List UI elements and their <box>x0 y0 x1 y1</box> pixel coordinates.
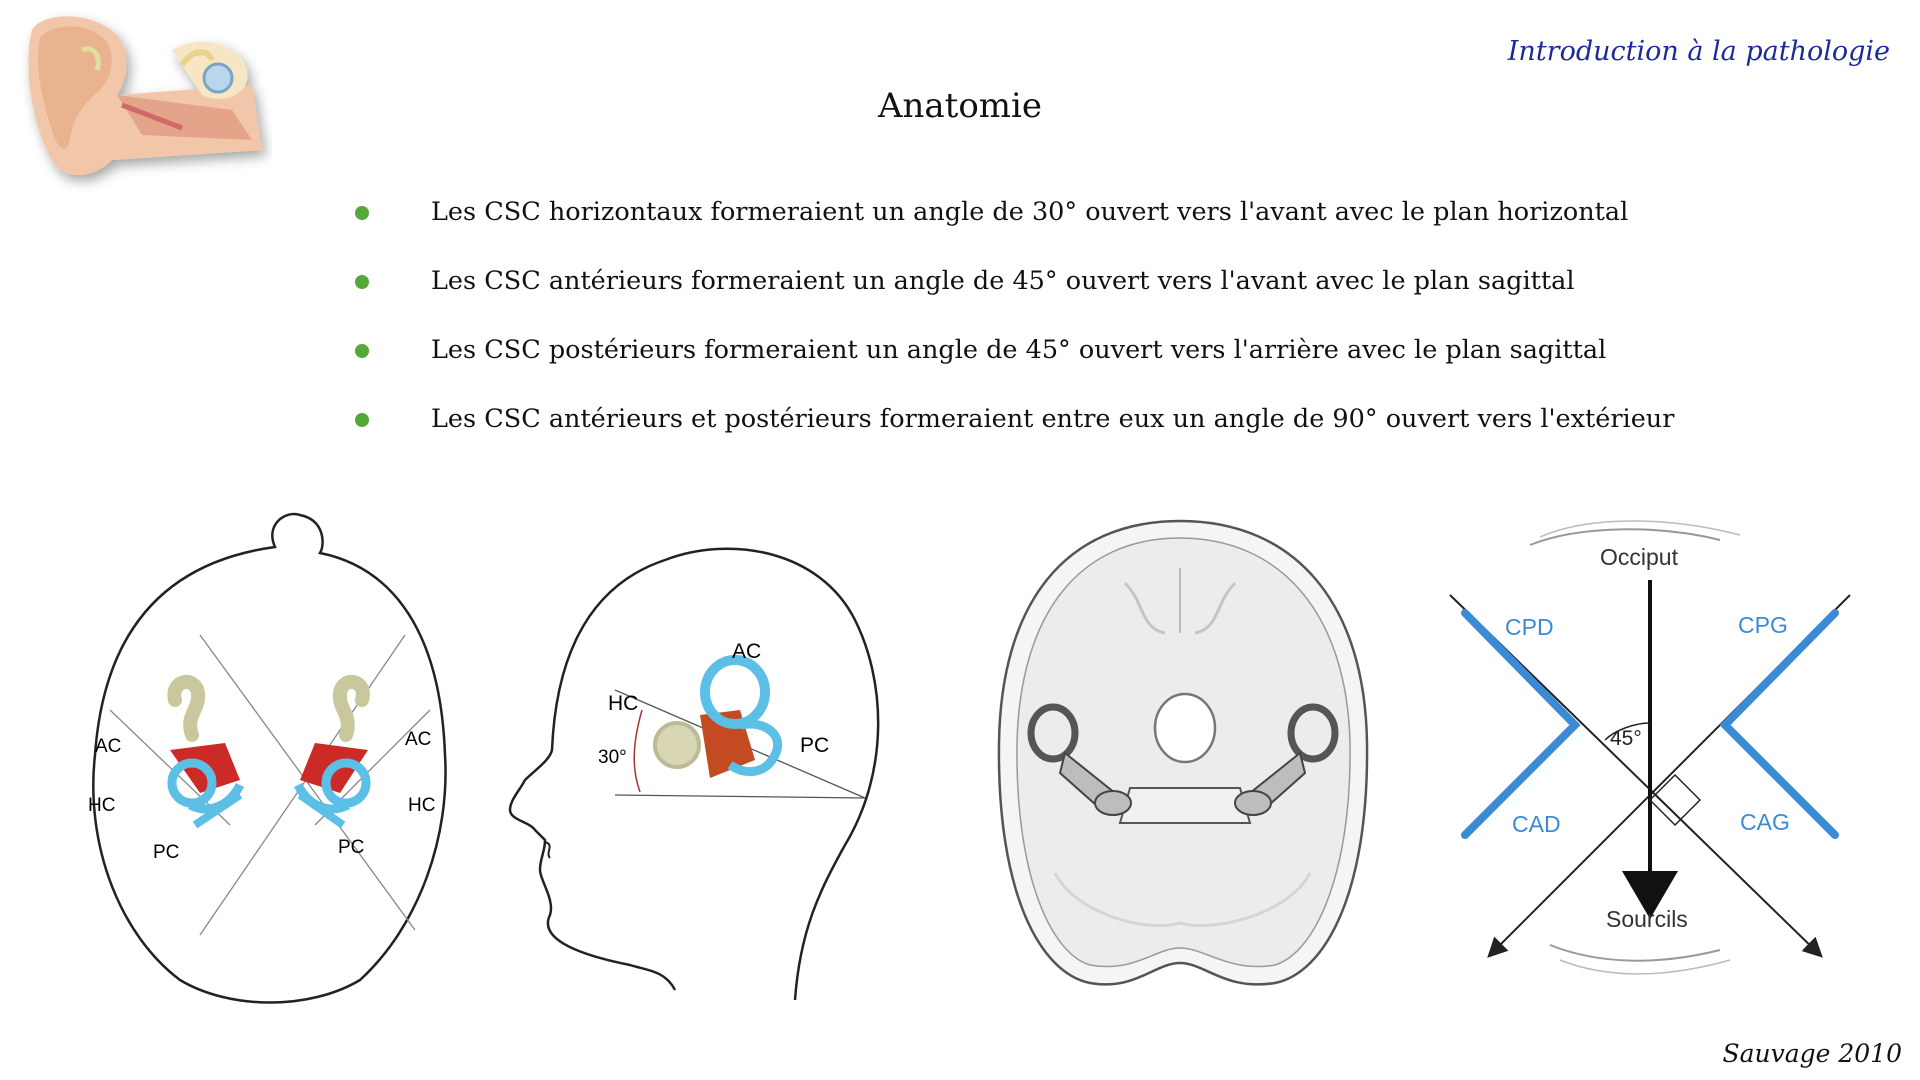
footer-credit: Sauvage 2010 <box>1722 1039 1902 1068</box>
head-side-view-figure <box>500 530 910 1000</box>
bullet-dot <box>355 275 369 289</box>
list-item <box>355 403 1674 472</box>
list-item <box>355 334 1674 403</box>
bullet-text: Les CSC antérieurs et postérieurs formeraient entre eux un angle de 90° ouvert vers l'extérieur <box>431 404 1675 434</box>
label-sourcils: Sourcils <box>1606 906 1688 932</box>
label-pc-left: PC <box>153 842 180 863</box>
label-angle-30: 30° <box>598 747 627 768</box>
bullet-dot <box>355 344 369 358</box>
canal-orientation-diagram <box>1420 505 1880 985</box>
label-cag: CAG <box>1740 809 1790 835</box>
label-hc-right: HC <box>408 795 436 816</box>
label-angle-45: 45° <box>1610 727 1642 750</box>
label-pc-right: PC <box>338 837 365 858</box>
section-link[interactable]: Introduction à la pathologie <box>1507 36 1890 67</box>
label-ac-left: AC <box>95 736 122 757</box>
label-occiput: Occiput <box>1600 544 1678 570</box>
label-cpd: CPD <box>1505 614 1554 640</box>
label-hc-left: HC <box>88 795 116 816</box>
list-item <box>355 265 1674 334</box>
label-pc-side: PC <box>800 734 830 757</box>
label-cad: CAD <box>1512 811 1561 837</box>
bullet-text: Les CSC horizontaux formeraient un angle de 30° ouvert vers l'avant avec le plan horizontal <box>431 197 1629 227</box>
list-item <box>355 196 1674 265</box>
label-hc-side: HC <box>608 692 639 715</box>
label-cpg: CPG <box>1738 612 1788 638</box>
bullet-dot <box>355 206 369 220</box>
bullet-text: Les CSC antérieurs formeraient un angle de 45° ouvert vers l'avant avec le plan sagittal <box>431 266 1575 296</box>
bullet-dot <box>355 413 369 427</box>
skull-section-figure <box>995 513 1370 988</box>
label-ac-right: AC <box>405 729 432 750</box>
bullet-text: Les CSC postérieurs formeraient un angle de 45° ouvert vers l'arrière avec le plan sagittal <box>431 335 1607 365</box>
head-top-view-figure <box>80 505 460 1010</box>
bullet-list <box>355 196 1674 472</box>
label-ac-side: AC <box>732 640 762 663</box>
page-title: Anatomie <box>877 86 1043 126</box>
